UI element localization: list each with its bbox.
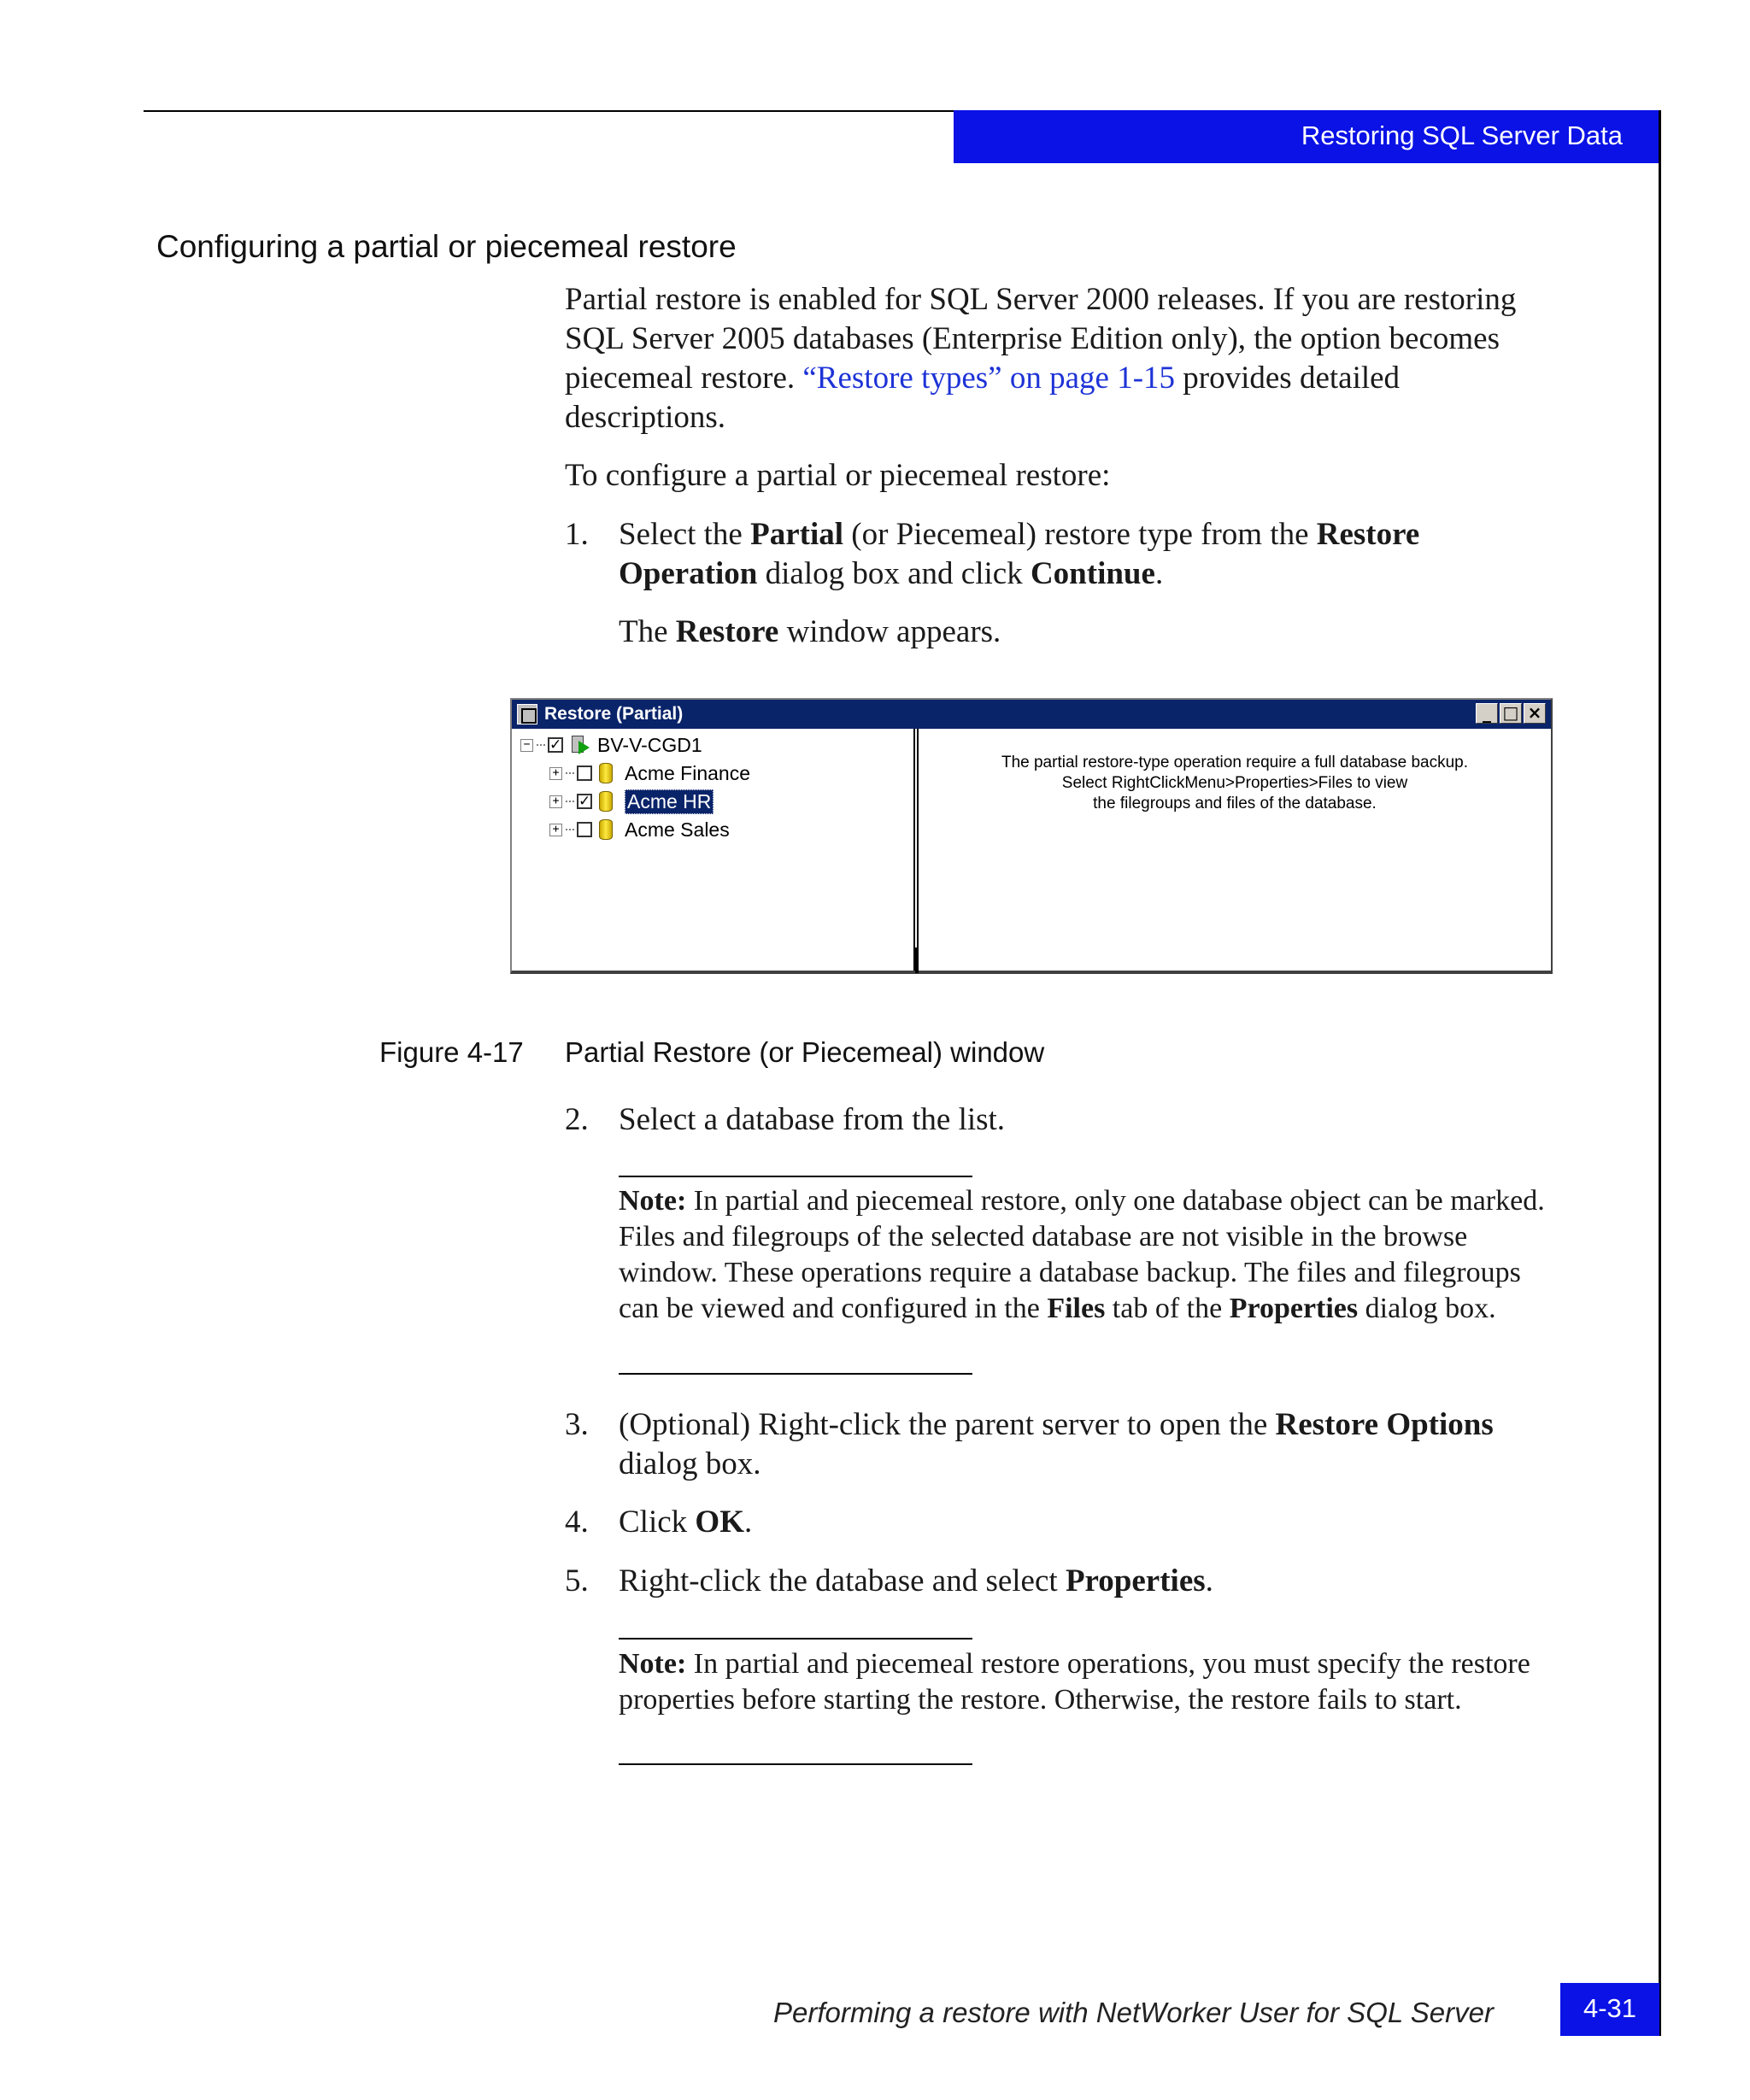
info-line: Select RightClickMenu>Properties>Files to view <box>1061 774 1408 792</box>
right-margin-rule <box>1659 110 1661 2036</box>
tree-node-database[interactable] <box>549 817 730 842</box>
tree-node-database[interactable] <box>549 760 750 786</box>
info-line: the filegroups and files of the database. <box>1093 795 1377 812</box>
expander-plus-icon[interactable]: + <box>549 824 562 836</box>
step-text: Select the Partial (or Piecemeal) restore type from the Restore Operation dialog box and click Continue. <box>619 517 1420 591</box>
step-1-result: The Restore window appears. <box>619 614 1001 649</box>
note-rule-top <box>619 1176 972 1177</box>
database-label: Acme Sales <box>625 818 730 841</box>
tree-node-server[interactable] <box>520 732 702 758</box>
lead-in: To configure a partial or piecemeal restore: <box>565 458 1111 493</box>
checkbox-icon[interactable] <box>577 822 592 837</box>
checkbox-icon[interactable] <box>577 766 592 781</box>
chapter-header <box>954 110 1659 163</box>
step-2 <box>565 1100 1547 1140</box>
database-label-selected: Acme HR <box>625 789 714 814</box>
step-1 <box>565 515 1547 594</box>
database-label: Acme Finance <box>625 761 751 784</box>
database-icon <box>599 791 613 812</box>
server-icon <box>570 734 592 756</box>
step-number: 1. <box>565 517 589 552</box>
window-controls <box>1476 703 1546 724</box>
step-text: Click OK. <box>619 1505 753 1540</box>
step-number: 3. <box>565 1407 589 1442</box>
tree-node-database[interactable] <box>549 789 714 814</box>
figure-number: Figure 4-17 <box>379 1036 524 1068</box>
note-2: Note: In partial and piecemeal restore operations, you must specify the restore properties before starting the restore. Otherwise, the restore fails to start. <box>619 1648 1530 1716</box>
tree-connector <box>566 829 574 830</box>
step-4 <box>565 1503 1547 1542</box>
restore-types-link[interactable]: “Restore types” on page 1-15 <box>802 361 1176 396</box>
browse-tree <box>512 729 913 971</box>
server-label: BV-V-CGD1 <box>597 733 702 756</box>
window-app-icon <box>517 704 537 724</box>
step-5 <box>565 1562 1547 1601</box>
footer-book-title: Performing a restore with NetWorker User for SQL Server <box>773 1997 1494 2028</box>
figure-caption: Partial Restore (or Piecemeal) window <box>565 1036 1045 1068</box>
database-icon <box>599 819 613 840</box>
page-number: 4-31 <box>1560 1983 1659 2036</box>
intro-text: Partial restore is enabled for SQL Server 2000 releases. If you are restoring SQL Server 2005 databases (Enterprise Edition only), the option becomes piecemeal restore. <box>565 282 1517 396</box>
tree-connector <box>566 772 574 774</box>
maximize-button[interactable]: □ <box>1500 703 1522 724</box>
restore-partial-window <box>510 698 1553 974</box>
step-text: (Optional) Right-click the parent server to open the Restore Options dialog box. <box>619 1407 1494 1481</box>
close-button[interactable]: × <box>1524 703 1546 724</box>
chapter-title: Restoring SQL Server Data <box>1301 120 1623 150</box>
intro-paragraph <box>565 280 1547 437</box>
info-line: The partial restore-type operation require a full database backup. <box>1001 754 1469 771</box>
database-icon <box>599 763 613 783</box>
intro-text-end: provides detailed descriptions. <box>565 361 1401 435</box>
step-number: 4. <box>565 1505 589 1540</box>
note-1: Note: In partial and piecemeal restore, only one database object can be marked. Files and filegroups of the selected database are not visible in the browse window. These operations require a database backup. The files and filegroups can be viewed and configured in the Files tab of the Properties dialog box. <box>619 1185 1545 1324</box>
minimize-button[interactable]: _ <box>1476 703 1498 724</box>
checkbox-icon[interactable]: ✓ <box>549 736 562 754</box>
expander-plus-icon[interactable]: + <box>549 795 562 808</box>
step-number: 5. <box>565 1563 589 1598</box>
info-pane <box>919 729 1551 971</box>
note-rule-bottom <box>619 1763 972 1765</box>
tree-connector <box>566 801 574 802</box>
note-rule-top <box>619 1638 972 1640</box>
checkbox-icon[interactable]: ✓ <box>578 793 591 810</box>
window-title: Restore (Partial) <box>544 704 684 724</box>
tree-connector <box>537 744 545 746</box>
step-number: 2. <box>565 1102 589 1137</box>
step-3 <box>565 1405 1547 1484</box>
step-text: Right-click the database and select Properties. <box>619 1563 1213 1598</box>
section-title: Configuring a partial or piecemeal restore <box>156 229 737 264</box>
info-message <box>919 753 1551 814</box>
collapse-minus-icon[interactable]: − <box>520 739 533 752</box>
window-titlebar <box>512 700 1551 729</box>
expander-plus-icon[interactable]: + <box>549 767 562 780</box>
step-text: Select a database from the list. <box>619 1102 1006 1137</box>
note-rule-bottom <box>619 1373 972 1375</box>
